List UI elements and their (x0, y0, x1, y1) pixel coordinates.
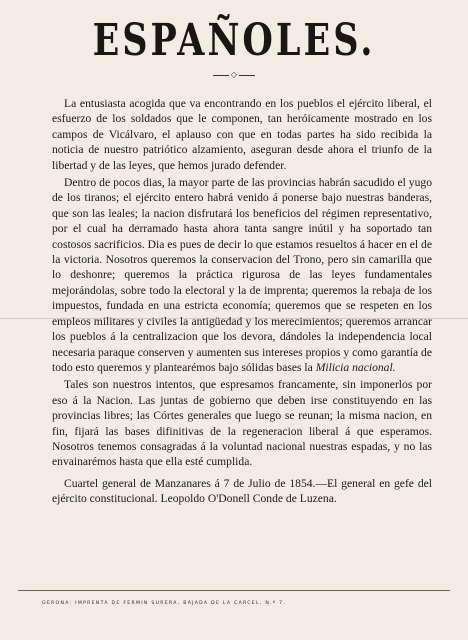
title-ornament: ◇ (0, 70, 468, 79)
paragraph-3: Tales son nuestros intentos, que espresamos francamente, sin imponerlos por eso á la Nacion. Las juntas de gobierno que deben irse constituyendo en las provincias libres; las Córtes generales que luego se reunan; la misma nacion, en fin, fijará las bases difinitivas de la regeneracion liberal á que esperamos. Nosotros tenemos consagradas á la voluntad nacional nuestras espadas, y no las envainarémos hasta que ella esté cumplida. (52, 378, 432, 469)
militia-emphasis: Milicia nacional. (315, 360, 396, 374)
signature-paragraph: Cuartel general de Manzanares á 7 de Julio de 1854.—El general en gefe del ejército constitucional. Leopoldo O'Donell Conde de Luzena. (52, 476, 432, 506)
document-body (52, 96, 432, 509)
document-title: ESPAÑOLES. (92, 14, 376, 67)
paragraph-2-text: Dentro de pocos dias, la mayor parte de las provincias habrán sacudido el yugo de los tiranos; el ejército entero habrá venido á ponerse bajo nuestras banderas, que son las leales; la nacion disfrutará los beneficios del régimen representativo, por el cual ha derramado hasta ahora tanta sangre inútil y ha soportado tan costosos sacrificios. Dia es pues de decir lo que estamos resueltos á hacer en el de la victoria. Nosotros queremos la conservacion del Trono, pero sin camarilla que lo deshonre; queremos la práctica rigurosa de las leyes fundamentales mejorándolas, sobre todo la electoral y la de imprenta; queremos la rebaja de los impuestos, fundada en una estricta economía; queremos que se respeten en los empleos militares y civiles la antigüedad y los merecimientos; queremos arrancar los pueblos á la centralizacion que los devora, dándoles la independencia local necesaria paraque conserven y aumenten sus intereses propios y como garantía de todo esto queremos y plantearémos bajo sólidas bases la (52, 176, 432, 374)
paragraph-2 (52, 175, 432, 375)
footer-rule (18, 590, 450, 591)
printer-imprint: GERONA: IMPRENTA DE FERMIN SURERA, BAJADA DE LA CARCEL, N.º 7. (42, 601, 287, 606)
paragraph-1: La entusiasta acogida que va encontrando en los pueblos el ejército liberal, el esfuerzo de los soldados que le componen, tan heróicamente mostrado en los campos de Vicálvaro, el aplauso con que en todas partes ha sido recibida la noticia de nuestro patriótico alzamiento, aseguran desde ahora el triunfo de la libertad y de las leyes, que hemos jurado defender. (52, 97, 432, 172)
